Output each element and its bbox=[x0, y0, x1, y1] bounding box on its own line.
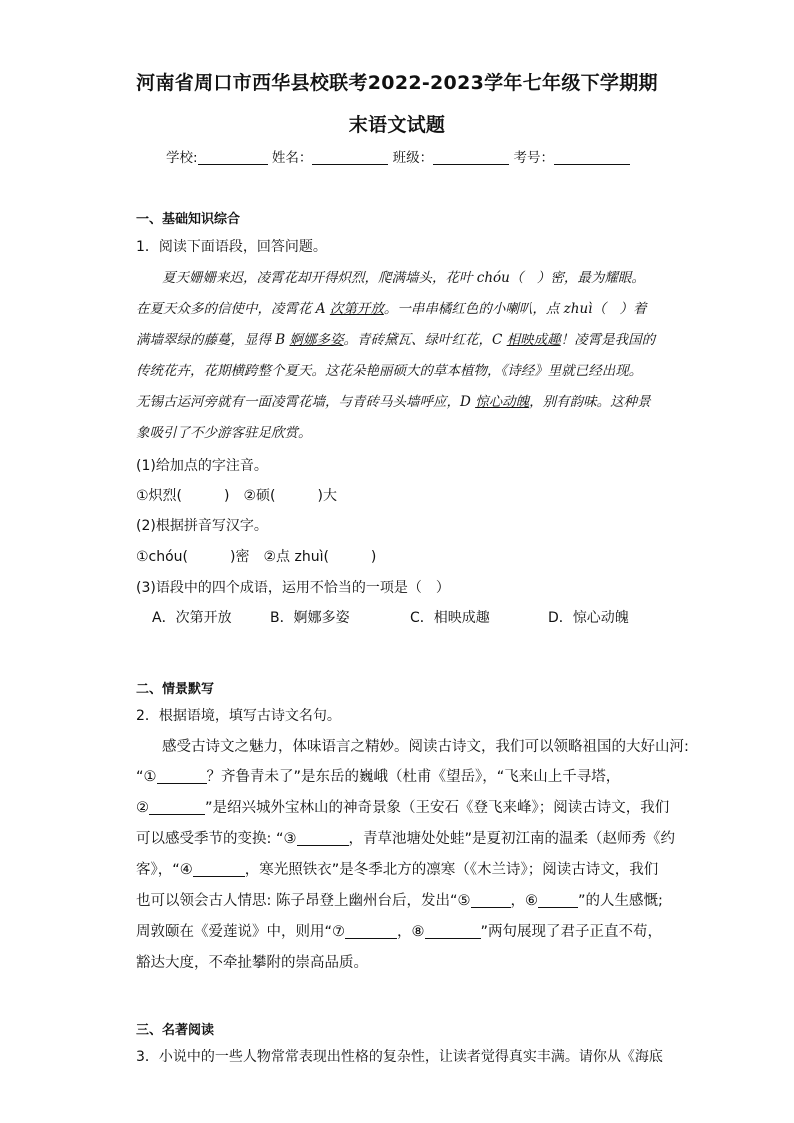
exam-title-line1: 河南省周口市西华县校联考2022-2023学年七年级下学期期 bbox=[136, 72, 658, 94]
option-c[interactable]: C．相映成趣 bbox=[410, 610, 490, 626]
poem-line: 可以感受季节的变换: “③ ，青草池塘处处蛙”是夏初江南的温柔（赵师秀《约 bbox=[136, 831, 676, 847]
idiom-a: 次第开放 bbox=[329, 301, 384, 317]
name-blank[interactable] bbox=[312, 150, 388, 165]
blank-4[interactable] bbox=[193, 862, 245, 877]
option-d[interactable]: D．惊心动魄 bbox=[548, 610, 629, 626]
passage-line: 在夏天众多的信使中，凌霄花 A 次第开放。一串串橘红色的小喇叭，点 zhuì（ ）着 bbox=[136, 301, 647, 317]
school-blank[interactable] bbox=[198, 150, 268, 165]
section3-heading: 三、名著阅读 bbox=[136, 1023, 215, 1038]
poem-line: 豁达大度，不牵扯攀附的崇高品质。 bbox=[136, 955, 368, 971]
subquestion2-items: ①chóu( )密 ②点 zhuì( ) bbox=[136, 549, 377, 565]
blank-8[interactable] bbox=[425, 924, 481, 939]
exam-title-line2: 末语文试题 bbox=[348, 114, 446, 136]
idiom-c: 相映成趣 bbox=[506, 332, 561, 348]
idiom-b: 婀娜多姿 bbox=[289, 332, 344, 348]
blank-6[interactable] bbox=[538, 893, 578, 908]
student-info-row bbox=[166, 146, 630, 166]
subquestion2: (2)根据拼音写汉字。 bbox=[136, 518, 268, 534]
poem-line: “① ？齐鲁青未了”是东岳的巍峨（杜甫《望岳》，“飞来山上千寻塔， bbox=[136, 769, 621, 785]
school-label: 学校: bbox=[166, 150, 198, 166]
passage-line: 传统花卉，花期横跨整个夏天。这花朵艳丽硕大的草本植物，《诗经》里就已经出现。 bbox=[136, 363, 643, 379]
name-label: 姓名： bbox=[271, 150, 313, 166]
poem-line: 周敦颐在《爱莲说》中，则用“⑦ ，⑧ ”两句展现了君子正直不苟， bbox=[136, 924, 663, 940]
passage-line: 夏天姗姗来迟，凌霄花却开得炽烈，爬满墙头，花叶 chóu（ ）密，最为耀眼。 bbox=[162, 270, 645, 286]
poem-line: 感受古诗文之魅力，体味语言之精妙。阅读古诗文，我们可以领略祖国的大好山河: bbox=[162, 739, 689, 755]
subquestion1: (1)给加点的字注音。 bbox=[136, 458, 268, 474]
passage-line: 象吸引了不少游客驻足欣赏。 bbox=[136, 425, 312, 441]
blank-5[interactable] bbox=[471, 893, 511, 908]
poem-line: 客》，“④ ，寒光照铁衣”是冬季北方的凛寒（《木兰诗》；阅读古诗文，我们 bbox=[136, 862, 659, 878]
number-blank[interactable] bbox=[554, 150, 630, 165]
class-label: 班级： bbox=[392, 150, 434, 166]
idiom-d: 惊心动魄 bbox=[475, 394, 530, 410]
question3-prompt: 3．小说中的一些人物常常表现出性格的复杂性，让读者觉得真实丰满。请你从《海底 bbox=[136, 1049, 663, 1065]
section2-heading: 二、情景默写 bbox=[136, 682, 215, 697]
passage-line: 满墙翠绿的藤蔓，显得 B 婀娜多姿。青砖黛瓦、绿叶红花，C 相映成趣！凌霄是我国的 bbox=[136, 332, 656, 348]
poem-line: ② ”是绍兴城外宝林山的神奇景象（王安石《登飞来峰》；阅读古诗文，我们 bbox=[136, 800, 670, 816]
class-blank[interactable] bbox=[433, 150, 509, 165]
passage-line: 无锡古运河旁就有一面凌霄花墙，与青砖马头墙呼应，D 惊心动魄，别有韵味。这种景 bbox=[136, 394, 651, 410]
blank-7[interactable] bbox=[345, 924, 397, 939]
blank-2[interactable] bbox=[149, 800, 205, 815]
question1-prompt: 1．阅读下面语段，回答问题。 bbox=[136, 239, 327, 255]
section1-heading: 一、基础知识综合 bbox=[136, 212, 241, 227]
subquestion1-items: ①炽烈( ) ②硕( )大 bbox=[136, 488, 337, 504]
poem-line: 也可以领会古人情思: 陈子昂登上幽州台后，发出“⑤ ，⑥ ”的人生感慨; bbox=[136, 893, 663, 909]
blank-3[interactable] bbox=[297, 831, 349, 846]
subquestion3: (3)语段中的四个成语，运用不恰当的一项是（ ） bbox=[136, 580, 450, 596]
option-b[interactable]: B．婀娜多姿 bbox=[270, 610, 350, 626]
question2-prompt: 2．根据语境，填写古诗文名句。 bbox=[136, 708, 341, 724]
option-a[interactable]: A．次第开放 bbox=[152, 610, 232, 626]
blank-1[interactable] bbox=[157, 769, 207, 784]
number-label: 考号： bbox=[513, 150, 554, 166]
